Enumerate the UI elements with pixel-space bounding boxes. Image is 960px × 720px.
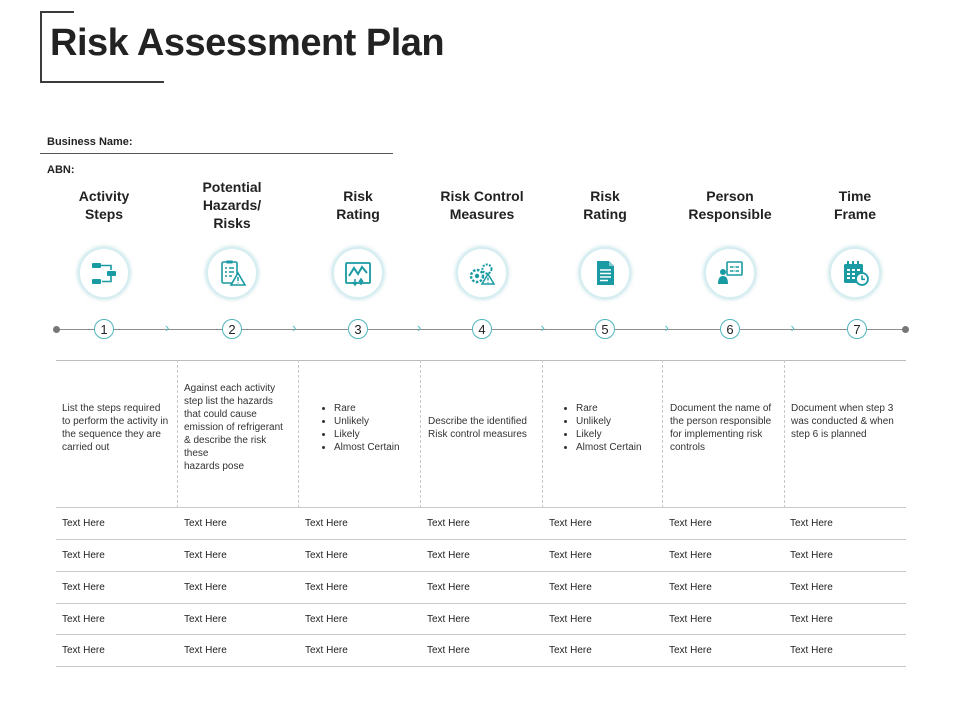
calendar-clock-icon (841, 259, 869, 287)
table-row-line (56, 603, 906, 604)
frame-bottom-edge (40, 81, 164, 83)
risk-rating-item: • Rare (576, 402, 642, 415)
column-header: Risk Rating (336, 188, 380, 222)
table-cell: Text Here (549, 582, 592, 593)
risk-rating-item: • Unlikely (334, 415, 400, 428)
table-cell: Text Here (790, 582, 833, 593)
step-number: 6 (720, 319, 740, 339)
table-cell: Text Here (427, 614, 470, 625)
column-separator (298, 360, 299, 508)
table-cell: Text Here (549, 550, 592, 561)
table-cell: Text Here (790, 614, 833, 625)
person-board-icon (716, 259, 744, 287)
column-separator (177, 360, 178, 508)
step-number: 3 (348, 319, 368, 339)
table-cell: Text Here (790, 645, 833, 656)
chevron-right-icon: › (417, 320, 422, 335)
table-cell: Text Here (669, 645, 712, 656)
page-title: Risk Assessment Plan (50, 22, 445, 64)
column-header: Time Frame (833, 188, 877, 222)
step-icon-circle (704, 247, 756, 299)
business-name-label: Business Name: (47, 136, 133, 148)
column-separator (784, 360, 785, 508)
document-icon (591, 259, 619, 287)
table-cell: Text Here (427, 550, 470, 561)
column-description (562, 402, 642, 454)
table-cell: Text Here (184, 582, 227, 593)
risk-rating-list (320, 402, 400, 454)
table-cell: Text Here (669, 518, 712, 529)
column-separator (662, 360, 663, 508)
column-header: Activity Steps (78, 188, 130, 222)
table-cell: Text Here (549, 645, 592, 656)
gears-warning-icon (468, 259, 496, 287)
column-description: Document the name of the person responsible for implementing risk controls (670, 403, 772, 453)
table-top-border (56, 360, 906, 361)
risk-rating-item: • Almost Certain (576, 441, 642, 454)
table-cell: Text Here (62, 645, 105, 656)
table-cell: Text Here (427, 645, 470, 656)
table-cell: Text Here (669, 550, 712, 561)
table-cell: Text Here (549, 614, 592, 625)
table-row-line (56, 634, 906, 635)
column-header: Potential Hazards/ Risks (202, 179, 262, 231)
table-cell: Text Here (427, 518, 470, 529)
risk-rating-list (562, 402, 642, 454)
table-cell: Text Here (184, 518, 227, 529)
column-header: Risk Rating (583, 188, 627, 222)
column-separator (542, 360, 543, 508)
rating-chart-icon (344, 259, 372, 287)
timeline-end-dot (902, 326, 909, 333)
step-number: 1 (94, 319, 114, 339)
table-cell: Text Here (790, 518, 833, 529)
table-row-line (56, 571, 906, 572)
table-cell: Text Here (184, 614, 227, 625)
step-icon-circle (456, 247, 508, 299)
table-cell: Text Here (184, 645, 227, 656)
flowchart-icon (90, 259, 118, 287)
step-number: 2 (222, 319, 242, 339)
table-cell: Text Here (427, 582, 470, 593)
step-number: 5 (595, 319, 615, 339)
table-cell: Text Here (790, 550, 833, 561)
chevron-right-icon: › (540, 320, 545, 335)
frame-left-edge (40, 11, 42, 83)
table-cell: Text Here (305, 582, 348, 593)
risk-rating-item: • Likely (334, 428, 400, 441)
column-separator (420, 360, 421, 508)
step-icon-circle (78, 247, 130, 299)
table-cell: Text Here (62, 550, 105, 561)
table-row-line (56, 507, 906, 508)
risk-rating-item: • Almost Certain (334, 441, 400, 454)
step-number: 7 (847, 319, 867, 339)
table-cell: Text Here (62, 518, 105, 529)
risk-rating-item: • Likely (576, 428, 642, 441)
table-cell: Text Here (305, 550, 348, 561)
chevron-right-icon: › (790, 320, 795, 335)
column-description: List the steps required to perform the activity in the sequence they are carried out (62, 403, 169, 453)
chevron-right-icon: › (292, 320, 297, 335)
table-row-line (56, 539, 906, 540)
step-icon-circle (579, 247, 631, 299)
table-cell: Text Here (62, 614, 105, 625)
table-cell: Text Here (62, 582, 105, 593)
table-cell: Text Here (184, 550, 227, 561)
column-description (320, 402, 400, 454)
column-header: Risk Control Measures (440, 188, 524, 222)
chevron-right-icon: › (664, 320, 669, 335)
column-description: Against each activity step list the hazards that could cause emission of refrigerant & describe the risk these hazards pose (184, 383, 283, 472)
chevron-right-icon: › (165, 320, 170, 335)
column-description: Document when step 3 was conducted & when step 6 is planned (791, 403, 894, 440)
step-icon-circle (206, 247, 258, 299)
table-row-line (56, 666, 906, 667)
table-cell: Text Here (305, 614, 348, 625)
step-number: 4 (472, 319, 492, 339)
column-description: Describe the identified Risk control measures (428, 416, 527, 440)
table-cell: Text Here (305, 645, 348, 656)
risk-rating-item: • Rare (334, 402, 400, 415)
step-icon-circle (829, 247, 881, 299)
step-icon-circle (332, 247, 384, 299)
timeline-end-dot (53, 326, 60, 333)
table-cell: Text Here (669, 614, 712, 625)
risk-rating-item: • Unlikely (576, 415, 642, 428)
abn-label: ABN: (47, 164, 75, 176)
frame-top-edge (40, 11, 74, 13)
table-cell: Text Here (549, 518, 592, 529)
checklist-warning-icon (218, 259, 246, 287)
business-name-line (40, 153, 393, 154)
table-cell: Text Here (305, 518, 348, 529)
table-cell: Text Here (669, 582, 712, 593)
column-header: Person Responsible (688, 188, 772, 222)
